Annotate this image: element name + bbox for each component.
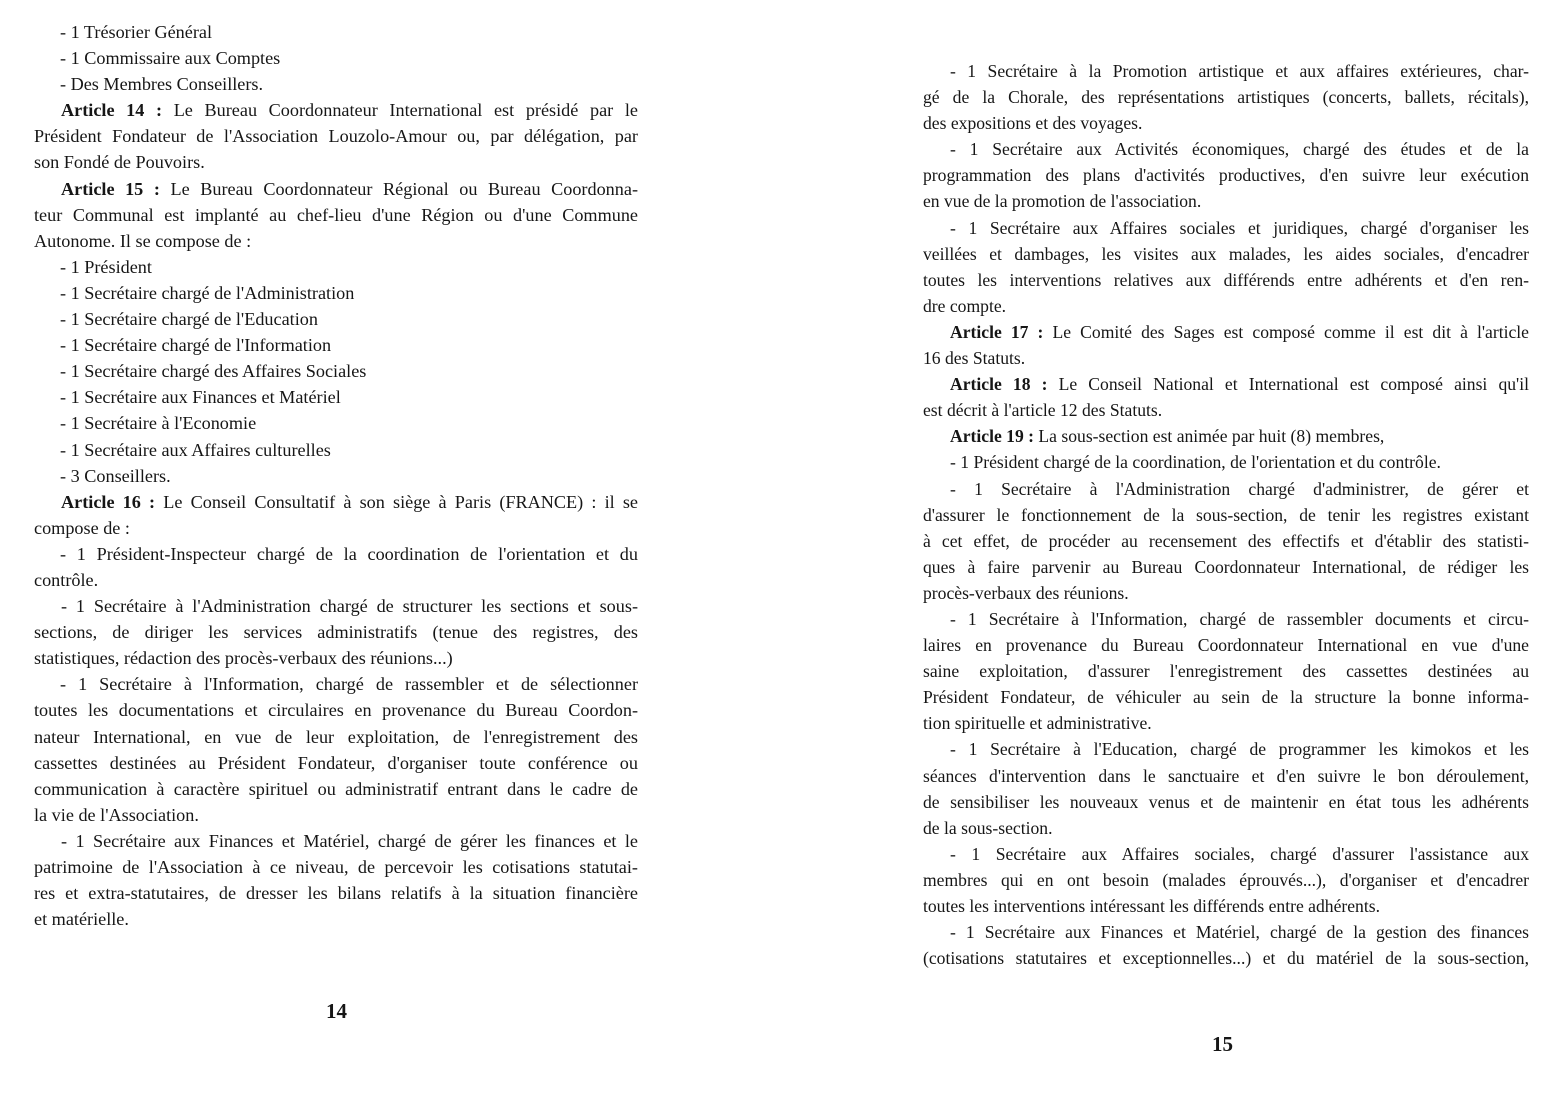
text-line: tion spirituelle et administrative. bbox=[923, 713, 1152, 734]
text-line: - 1 Secrétaire aux Activités économiques, chargé des études et de la bbox=[950, 139, 1529, 160]
text-line: - 1 Secrétaire aux Finances et Matériel, chargé de la gestion des finances bbox=[950, 922, 1529, 943]
list-item: - 1 Secrétaire aux Finances et Matériel bbox=[60, 387, 341, 408]
text-line: - 1 Secrétaire aux Affaires sociales et juridiques, chargé d'organiser les bbox=[950, 217, 1529, 238]
text-line: 16 des Statuts. bbox=[923, 348, 1026, 369]
left-page bbox=[34, 19, 638, 932]
list-item: - 1 Secrétaire chargé de l'Education bbox=[60, 309, 318, 330]
text-line: res et extra-statutaires, de dresser les bilans relatifs à la situation financière bbox=[34, 883, 638, 904]
list-item: - 1 Secrétaire chargé des Affaires Sociales bbox=[60, 361, 367, 382]
text-line: gé de la Chorale, des représentations artistiques (concerts, ballets, récitals), bbox=[923, 87, 1529, 108]
text-line: - 1 Secrétaire à l'Administration chargé d'administrer, de gérer et bbox=[950, 478, 1529, 499]
article-18-heading-line: Article 18 : Le Conseil National et International est composé ainsi qu'il bbox=[950, 374, 1529, 395]
text-line: la vie de l'Association. bbox=[34, 804, 199, 825]
list-item: - 1 Président bbox=[60, 256, 152, 277]
article-19-heading-line: Article 19 : La sous-section est animée par huit (8) membres, bbox=[950, 426, 1385, 447]
text-line: est décrit à l'article 12 des Statuts. bbox=[923, 400, 1163, 421]
text-line: Président Fondateur, de véhiculer au sein de la structure la bonne informa- bbox=[923, 687, 1529, 708]
article-16-heading-line: Article 16 : Le Conseil Consultatif à son siège à Paris (FRANCE) : il se bbox=[61, 491, 638, 512]
text-line: statistiques, rédaction des procès-verbaux des réunions...) bbox=[34, 648, 453, 669]
text-line: - 1 Président-Inspecteur chargé de la coordination de l'orientation et du bbox=[60, 543, 638, 564]
text-line: - 1 Secrétaire aux Affaires sociales, chargé d'assurer l'assistance aux bbox=[950, 843, 1529, 864]
article-label: Article 15 : bbox=[61, 178, 160, 199]
text-line: - 1 Secrétaire à l'Administration chargé de structurer les sections et sous- bbox=[61, 596, 638, 617]
text-line: saine exploitation, d'assurer l'enregistrement des cassettes destinées au bbox=[923, 661, 1529, 682]
text-line: Autonome. Il se compose de : bbox=[34, 230, 252, 251]
text-line: - 1 Trésorier Général bbox=[60, 22, 213, 42]
text-line: ques à faire parvenir au Bureau Coordonnateur International, de rédiger les bbox=[923, 556, 1529, 577]
text-line: - 1 Secrétaire à l'Education, chargé de programmer les kimokos et les bbox=[950, 739, 1529, 760]
text-line: compose de : bbox=[34, 517, 130, 538]
text-line: teur Communal est implanté au chef-lieu d'une Région ou d'une Commune bbox=[34, 204, 638, 225]
text-line: patrimoine de l'Association à ce niveau, de percevoir les cotisations statutai- bbox=[34, 857, 638, 877]
article-17-heading-line: Article 17 : Le Comité des Sages est composé comme il est dit à l'article bbox=[950, 321, 1529, 342]
text-line: cassettes destinées au Président Fondateur, d'organiser toute conférence ou bbox=[34, 752, 638, 773]
text-line: de sensibiliser les nouveaux venus et de maintenir en état tous les adhérents bbox=[923, 791, 1529, 812]
article-label: Article 17 : bbox=[950, 321, 1044, 342]
text-line: procès-verbaux des réunions. bbox=[923, 582, 1129, 603]
right-page bbox=[923, 58, 1529, 971]
text-line: membres qui en ont besoin (malades éprouvés...), d'organiser et d'encadrer bbox=[923, 869, 1529, 890]
article-label: Article 14 : bbox=[61, 100, 163, 121]
text-line: - 1 Secrétaire aux Finances et Matériel, chargé de gérer les finances et le bbox=[61, 830, 638, 851]
text-line: - 1 Président chargé de la coordination, de l'orientation et du contrôle. bbox=[950, 452, 1441, 473]
text-line: Président Fondateur de l'Association Louzolo-Amour ou, par délégation, par bbox=[34, 126, 638, 147]
page-number-left: 14 bbox=[326, 999, 347, 1023]
article-14-heading-line: Article 14 : Le Bureau Coordonnateur International est présidé par le bbox=[61, 100, 638, 121]
text-line: veillées et dambages, les visites aux malades, les aides sociales, d'encadrer bbox=[923, 243, 1529, 264]
list-item: - 1 Secrétaire aux Affaires culturelles bbox=[60, 439, 331, 460]
text-line: - 1 Secrétaire à la Promotion artistique et aux affaires extérieures, char- bbox=[950, 61, 1529, 81]
text-line: sections, de diriger les services administratifs (tenue des registres, des bbox=[34, 622, 638, 643]
text-line: nateur International, en vue de leur exploitation, de l'enregistrement des bbox=[34, 726, 638, 747]
text-line: son Fondé de Pouvoirs. bbox=[34, 152, 205, 173]
text-line: (cotisations statutaires et exceptionnelles...) et du matériel de la sous-section, bbox=[923, 948, 1529, 969]
page-number-right: 15 bbox=[1212, 1032, 1233, 1056]
text-line: en vue de la promotion de l'association. bbox=[923, 191, 1202, 212]
article-label: Article 18 : bbox=[950, 374, 1048, 395]
text-line: - 1 Secrétaire à l'Information, chargé de rassembler et de sélectionner bbox=[60, 674, 638, 695]
text-line: dre compte. bbox=[923, 295, 1007, 316]
text-line: d'assurer le fonctionnement de la sous-section, de tenir les registres existant bbox=[923, 504, 1529, 525]
list-item: - 1 Secrétaire chargé de l'Information bbox=[60, 335, 332, 356]
list-item: - 3 Conseillers. bbox=[60, 465, 171, 486]
text-line: - 1 Secrétaire à l'Information, chargé de rassembler documents et circu- bbox=[950, 608, 1529, 629]
text-line: laires en provenance du Bureau Coordonnateur International en vue d'une bbox=[923, 635, 1529, 656]
article-15-heading-line: Article 15 : Le Bureau Coordonnateur Régional ou Bureau Coordonna- bbox=[61, 178, 638, 199]
list-item: - 1 Secrétaire chargé de l'Administration bbox=[60, 282, 355, 303]
text-line: séances d'intervention dans le sanctuaire et d'en suivre le bon déroulement, bbox=[923, 765, 1529, 786]
text-line: toutes les interventions intéressant les différends entre adhérents. bbox=[923, 896, 1380, 916]
article-label: Article 16 : bbox=[61, 491, 156, 512]
text-line: toutes les documentations et circulaires en provenance du Bureau Coordon- bbox=[34, 700, 638, 721]
text-line: à cet effet, de procéder au recensement des effectifs et d'établir des statisti- bbox=[923, 530, 1529, 551]
text-line: de la sous-section. bbox=[923, 817, 1053, 838]
text-line: des expositions et des voyages. bbox=[923, 113, 1143, 134]
article-label: Article 19 : bbox=[950, 426, 1035, 447]
text-line: programmation des plans d'activités productives, d'en suivre leur exécution bbox=[923, 165, 1529, 186]
text-line: communication à caractère spirituel ou administratif entrant dans le cadre de bbox=[34, 778, 638, 799]
text-line: - Des Membres Conseillers. bbox=[60, 74, 264, 95]
text-line: - 1 Commissaire aux Comptes bbox=[60, 48, 281, 69]
list-item: - 1 Secrétaire à l'Economie bbox=[60, 413, 257, 434]
text-line: et matérielle. bbox=[34, 909, 129, 930]
text-line: contrôle. bbox=[34, 569, 99, 590]
text-line: toutes les interventions relatives aux différends entre adhérents et d'en ren- bbox=[923, 269, 1529, 290]
